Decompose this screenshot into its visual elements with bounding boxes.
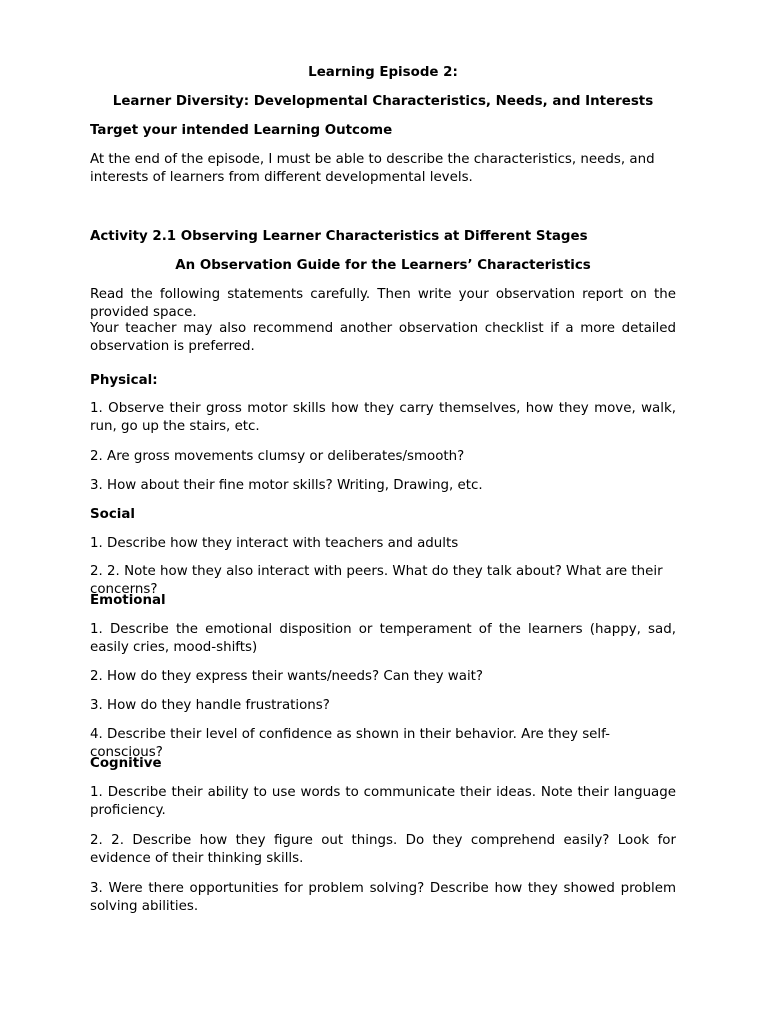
document-page [90,0,676,1024]
instructions-paragraph-2: Your teacher may also recommend another observation checklist if a more detailed observation is preferred. [90,321,676,354]
target-heading: Target your intended Learning Outcome [90,123,393,138]
social-heading: Social [90,507,135,522]
social-item-1: 1. Describe how they interact with teachers and adults [90,536,459,551]
cognitive-heading: Cognitive [90,756,162,771]
cognitive-item-2: 2. 2. Describe how they figure out things. Do they comprehend easily? Look for evidence of their thinking skills. [90,833,676,866]
emotional-item-2: 2. How do they express their wants/needs? Can they wait? [90,669,484,684]
physical-item-1: 1. Observe their gross motor skills how they carry themselves, how they move, walk, run, go up the stairs, etc. [90,401,676,434]
emotional-item-4: 4. Describe their level of confidence as shown in their behavior. Are they self-conscious? [90,727,610,760]
guide-title: An Observation Guide for the Learners’ Characteristics [175,258,591,273]
instructions-paragraph-1: Read the following statements carefully. Then write your observation report on the provided space. [90,287,676,320]
cognitive-item-1: 1. Describe their ability to use words to communicate their ideas. Note their language proficiency. [90,785,676,818]
physical-heading: Physical: [90,373,158,388]
emotional-item-1: 1. Describe the emotional disposition or temperament of the learners (happy, sad, easily cries, mood-shifts) [90,622,676,655]
emotional-item-3: 3. How do they handle frustrations? [90,698,330,713]
episode-subtitle: Learner Diversity: Developmental Characteristics, Needs, and Interests [112,94,654,109]
physical-item-3: 3. How about their fine motor skills? Writing, Drawing, etc. [90,478,483,493]
activity-heading: Activity 2.1 Observing Learner Characteristics at Different Stages [90,229,588,244]
target-text: At the end of the episode, I must be able to describe the characteristics, needs, and interests of learners from different developmental levels. [90,152,655,185]
social-item-2: 2. 2. Note how they also interact with peers. What do they talk about? What are their concerns? [90,564,663,597]
emotional-heading: Emotional [90,593,166,608]
episode-title: Learning Episode 2: [308,65,458,80]
cognitive-item-3: 3. Were there opportunities for problem solving? Describe how they showed problem solving abilities. [90,881,676,914]
physical-item-2: 2. Are gross movements clumsy or deliberates/smooth? [90,449,465,464]
